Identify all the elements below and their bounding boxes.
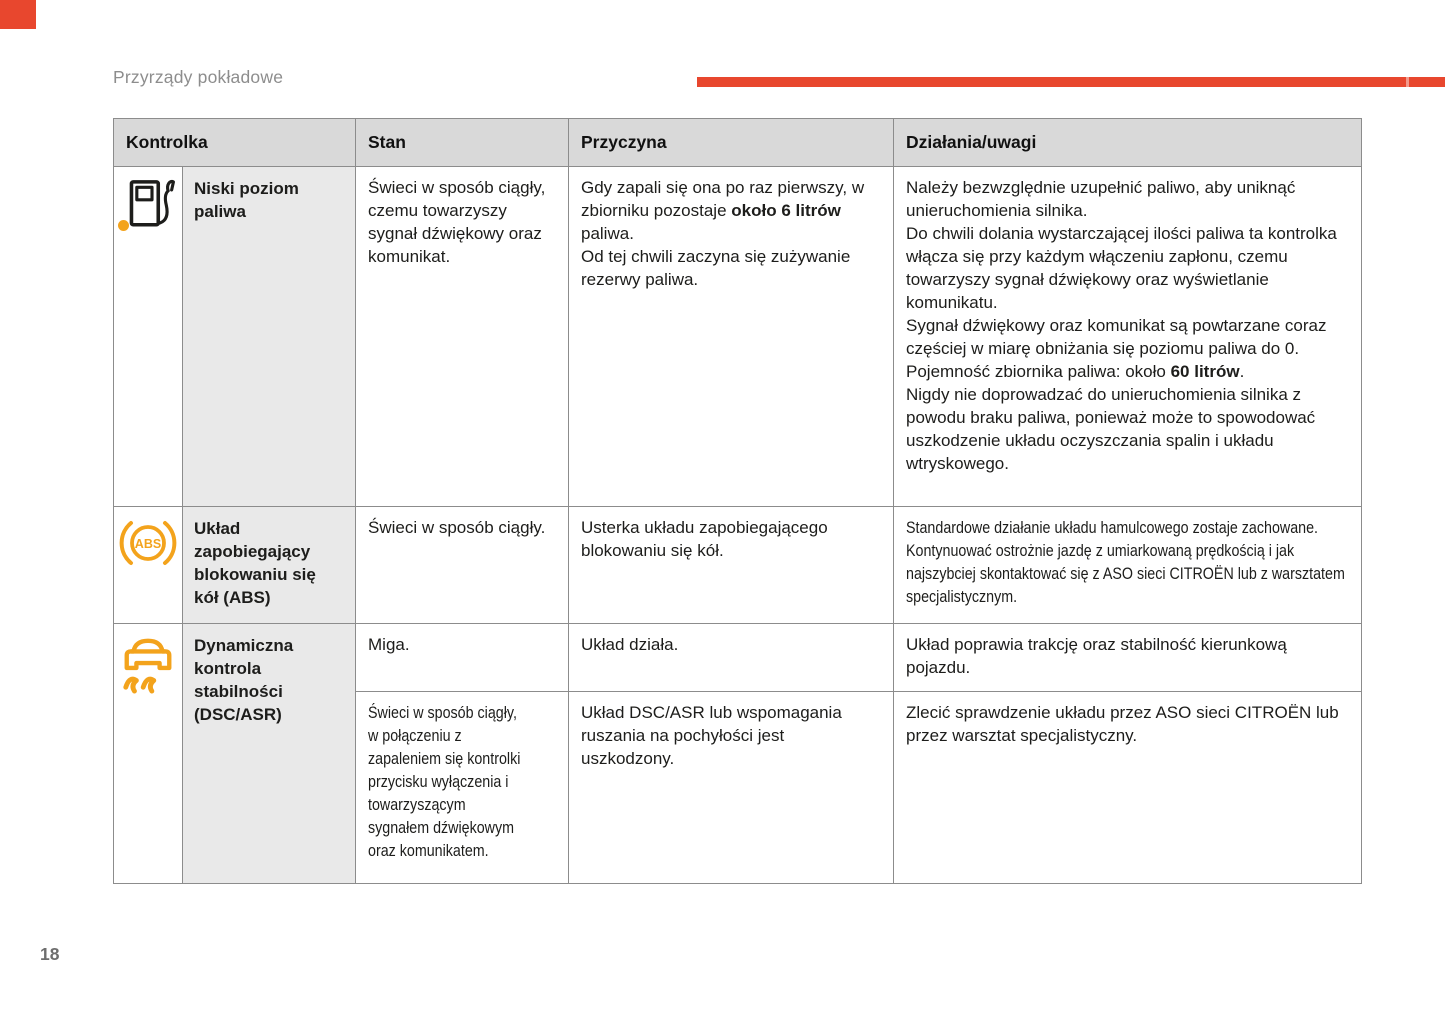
warning-lights-table	[113, 118, 1362, 884]
abs-icon-label: ABS	[134, 537, 162, 551]
dsc-icon-cell	[114, 624, 182, 883]
col-header-kontrolka: Kontrolka	[114, 119, 355, 166]
col-header-dzialania: Działania/uwagi	[894, 119, 1361, 166]
abs-row-stan-cell: Świeci w sposób ciągły.	[356, 507, 568, 623]
dsc-row-b-stan-cell: Świeci w sposób ciągły, w połączeniu z zapaleniem się kontrolki przycisku wyłączenia i towarzyszącym sygnałem dźwiękowym oraz komunikatem.	[356, 692, 568, 883]
abs-row-label: Układ zapobiegający blokowaniu się kół (ABS)	[183, 507, 355, 623]
col-header-stan: Stan	[356, 119, 568, 166]
page-title: Przyrządy pokładowe	[113, 67, 284, 87]
dsc-row-a-dzialania-cell: Układ poprawia trakcję oraz stabilność kierunkową pojazdu.	[894, 624, 1361, 691]
fuel-icon-cell	[114, 167, 182, 506]
page-number: 18	[40, 944, 60, 964]
stability-control-icon	[119, 629, 177, 701]
section-accent-bar	[697, 77, 1445, 87]
fuel-row-stan-cell: Świeci w sposób ciągły, czemu towarzyszy sygnał dźwiękowy oraz komunikat.	[356, 167, 568, 506]
fuel-pump-icon	[127, 175, 177, 237]
dsc-row-label: Dynamiczna kontrola stabilności (DSC/ASR)	[183, 624, 355, 883]
fuel-row-label: Niski poziom paliwa	[183, 167, 355, 506]
dsc-row-a-stan-cell: Miga.	[356, 624, 568, 691]
chapter-marker	[0, 0, 36, 29]
abs-row-dzialania-cell: Standardowe działanie układu hamulcowego zostaje zachowane. Kontynuować ostrożnie jazdę z umiarkowaną prędkością i jak najszybciej skontaktować się z ASO sieci CITROËN lub z warsztatem specjalistycznym.	[894, 507, 1361, 623]
accent-bar-notch	[1406, 77, 1409, 87]
abs-row-przyczyna-cell: Usterka układu zapobiegającego blokowaniu się kół.	[569, 507, 893, 623]
abs-icon-cell	[114, 507, 182, 623]
dsc-row-b-dzialania-cell: Zlecić sprawdzenie układu przez ASO sieci CITROËN lub przez warsztat specjalistyczny.	[894, 692, 1361, 883]
low-fuel-dot	[118, 220, 129, 231]
dsc-row-b-przyczyna-cell: Układ DSC/ASR lub wspomagania ruszania na pochyłości jest uszkodzony.	[569, 692, 893, 883]
dsc-row-a-przyczyna-cell: Układ działa.	[569, 624, 893, 691]
fuel-row-dzialania-cell: Należy bezwzględnie uzupełnić paliwo, aby uniknąć unieruchomienia silnika. Do chwili dolania wystarczającej ilości paliwa ta kontrolka włącza się przy każdym włączeniu zapłonu, czemu towarzyszy sygnał dźwiękowy oraz wyświetlanie komunikatu. Sygnał dźwiękowy oraz komunikat są powtarzane coraz częściej w miarę obniżania się poziomu paliwa do 0. Pojemność zbiornika paliwa: około 60 litrów. Nigdy nie doprowadzać do unieruchomienia silnika z powodu braku paliwa, ponieważ może to spowodować uszkodzenie układu oczyszczania spalin i układu wtryskowego.	[894, 167, 1361, 506]
fuel-row-przyczyna-cell: Gdy zapali się ona po raz pierwszy, w zbiorniku pozostaje około 6 litrów paliwa. Od tej chwili zaczyna się zużywanie rezerwy paliwa.	[569, 167, 893, 506]
abs-warning-icon	[116, 515, 180, 573]
col-header-przyczyna: Przyczyna	[569, 119, 893, 166]
